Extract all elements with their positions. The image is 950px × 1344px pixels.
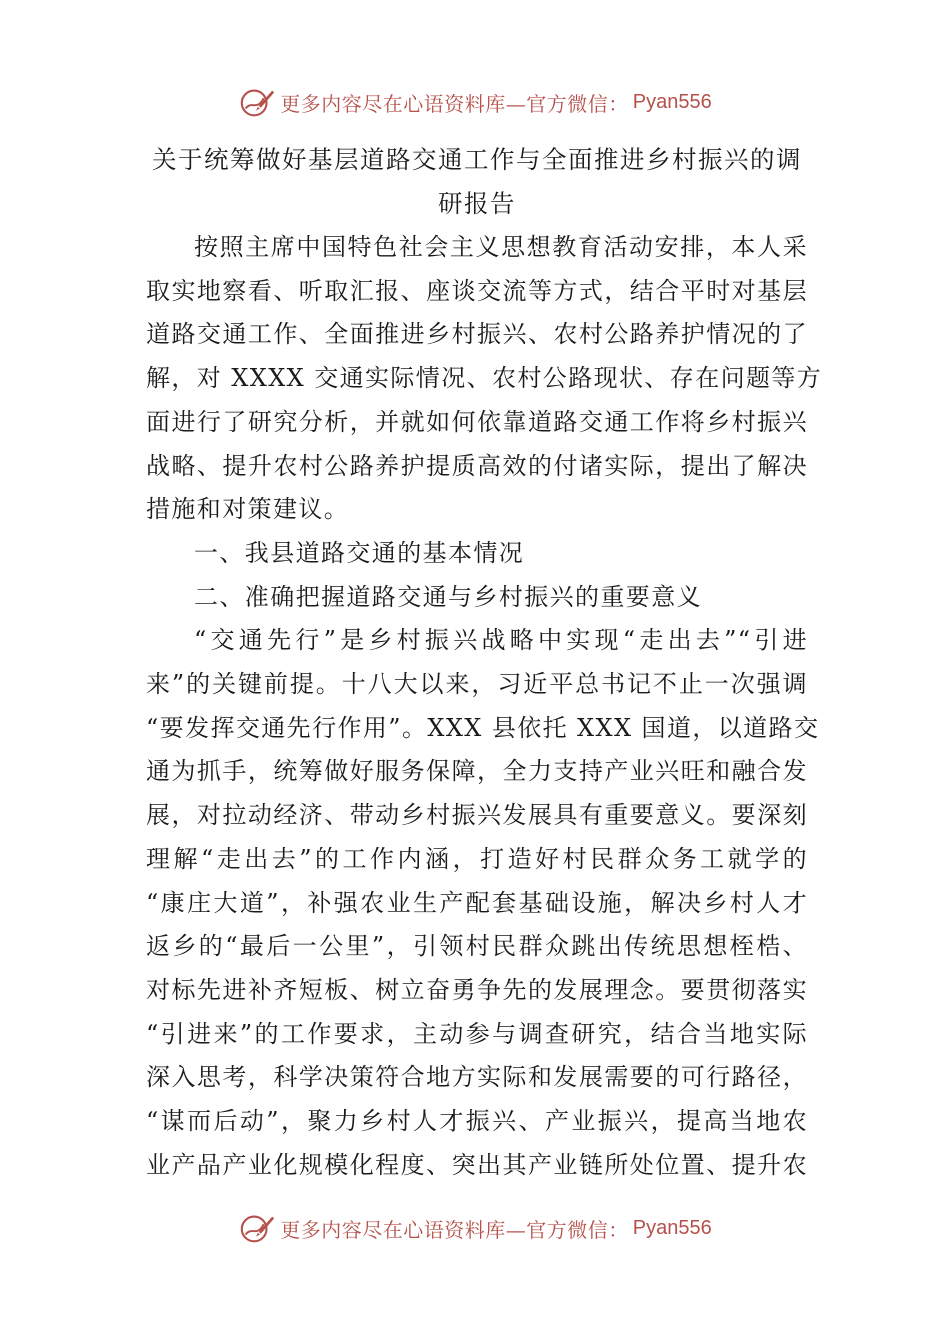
text-line: “引进来”的工作要求，主动参与调查研究，结合当地实际 [146,1019,808,1048]
footer-banner [0,1208,950,1248]
text-line: 道路交通工作、全面推进乡村振兴、农村公路养护情况的了 [146,320,808,349]
text-line: 返乡的“最后一公里”，引领村民群众跳出传统思想桎梏、 [146,932,808,961]
pen-swirl-logo-icon [238,83,276,121]
text-line: 来”的关键前提。十八大以来，习近平总书记不止一次强调 [146,670,808,699]
text-line: 通为抓手，统筹做好服务保障，全力支持产业兴旺和融合发 [146,757,808,786]
text-line: 深入思考，科学决策符合地方实际和发展需要的可行路径， [146,1063,808,1092]
banner-wechat-id: Pyan556 [632,90,712,113]
title-line: 关于统筹做好基层道路交通工作与全面推进乡村振兴的调 [152,145,802,174]
text-line: 展，对拉动经济、带动乡村振兴发展具有重要意义。要深刻 [146,801,808,830]
section-heading-2: 二、准确把握道路交通与乡村振兴的重要意义 [194,582,702,611]
text-line: 战略、提升农村公路养护提质高效的付诸实际，提出了解决 [146,451,808,480]
pen-swirl-logo-icon [238,1209,276,1247]
text-line: 业产品产业化规模化程度、突出其产业链所处位置、提升农 [146,1150,808,1179]
text-line: 措施和对策建议。 [146,495,350,524]
text-line: 对标先进补齐短板、树立奋勇争先的发展理念。要贯彻落实 [146,975,808,1004]
text-line: “谋而后动”，聚力乡村人才振兴、产业振兴，提高当地农 [146,1107,808,1136]
document-title [146,138,808,226]
banner-text: 更多内容尽在心语资料库—官方微信： [280,1217,629,1242]
banner-wechat-id: Pyan556 [632,1216,712,1239]
text-line: “要发挥交通先行作用”。XXX 县依托 XXX 国道，以道路交 [146,713,820,742]
banner-text: 更多内容尽在心语资料库—官方微信： [280,91,629,116]
text-line: 解，对 XXXX 交通实际情况、农村公路现状、存在问题等方 [146,364,823,393]
text-line: “交通先行”是乡村振兴战略中实现“走出去”“引进 [194,626,808,655]
text-line: 理解“走出去”的工作内涵，打造好村民群众务工就学的 [146,844,808,873]
title-line: 研报告 [438,189,516,218]
intro-paragraph [146,226,823,532]
text-line: “康庄大道”，补强农业生产配套基础设施，解决乡村人才 [146,888,808,917]
header-banner [0,82,950,122]
text-line: 面进行了研究分析，并就如何依靠道路交通工作将乡村振兴 [146,407,808,436]
body-paragraph [146,619,820,1187]
text-line: 按照主席中国特色社会主义思想教育活动安排，本人采 [194,233,808,261]
section-heading-1: 一、我县道路交通的基本情况 [194,538,525,567]
text-line: 取实地察看、听取汇报、座谈交流等方式，结合平时对基层 [146,276,808,305]
document-body [146,138,823,1187]
